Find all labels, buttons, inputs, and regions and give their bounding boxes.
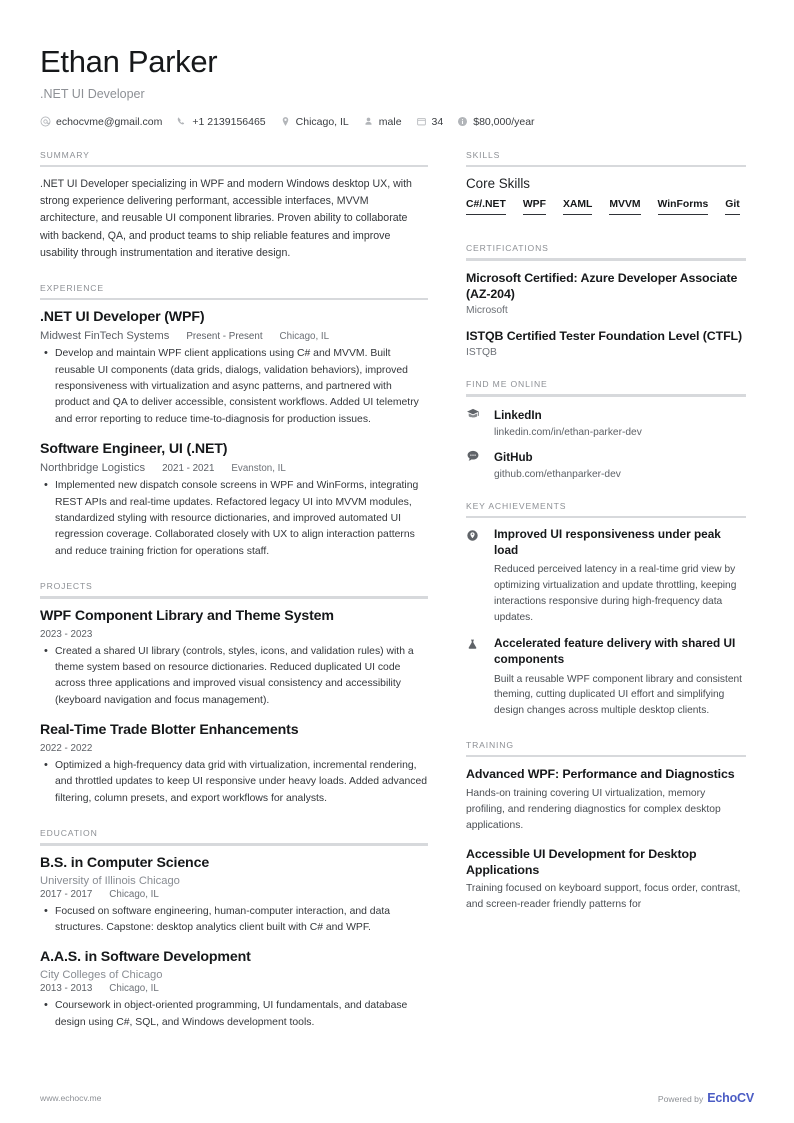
section-projects — [40, 581, 428, 807]
section-divider — [40, 298, 428, 301]
experience-bullets — [40, 346, 428, 428]
project-meta — [40, 743, 428, 754]
achievement-entry — [466, 527, 746, 625]
online-profile-label: LinkedIn — [494, 408, 542, 422]
achievement-description: Reduced perceived latency in a real-time grid view by optimizing virtualization and update throttling, keeping interactions responsive during high-frequency data updates. — [494, 564, 737, 623]
resume-body — [40, 150, 754, 1052]
achievement-title: Improved UI responsiveness under peak load — [494, 527, 721, 557]
contact-salary-value: $80,000/year — [473, 115, 535, 128]
project-entry — [40, 608, 428, 710]
training-title: Accessible UI Development for Desktop Applications — [466, 846, 697, 877]
section-divider — [466, 258, 746, 261]
training-title: Advanced WPF: Performance and Diagnostics — [466, 767, 735, 782]
contact-salary — [457, 116, 534, 128]
certification-issuer: ISTQB — [466, 347, 497, 359]
online-profile-linkedin[interactable] — [466, 406, 746, 438]
footer-branding — [658, 1091, 754, 1105]
page-title: Ethan Parker — [40, 44, 218, 79]
calendar-icon — [416, 116, 427, 127]
section-heading-projects: PROJECTS — [40, 581, 93, 592]
project-dates: 2022 - 2022 — [40, 743, 93, 755]
project-dates: 2023 - 2023 — [40, 628, 93, 640]
skill-chip: WPF — [523, 199, 546, 215]
experience-dates: Present - Present — [186, 331, 263, 343]
project-meta — [40, 629, 428, 640]
contact-email-value: echocvme@gmail.com — [56, 115, 163, 128]
achievement-description: Built a reusable WPF component library and consistent theming, cutting duplicated UI effort and simplifying design changes across multiple desktop clients. — [494, 673, 743, 717]
experience-location: Evanston, IL — [231, 463, 286, 475]
training-entry — [466, 846, 746, 913]
skill-chip: MVVM — [609, 199, 640, 215]
list-item: • Implemented new dispatch console screens in WPF and WinForms, integrating REST APIs and real-time updates. Refactored legacy UI into MVVM modules, standardized styling with resource dictionaries, and improved automated UI regression coverage. Collaborated closely with UX to align interaction patterns and reduce training friction for operations staff. — [54, 478, 428, 560]
section-summary — [40, 150, 428, 262]
section-heading-training: TRAINING — [466, 739, 514, 750]
online-profile-url[interactable]: github.com/ethanparker-dev — [494, 468, 621, 480]
person-icon — [363, 116, 374, 127]
section-heading-education: EDUCATION — [40, 828, 98, 839]
experience-bullets — [40, 478, 428, 560]
contact-gender-value: male — [378, 115, 402, 128]
skill-chip: XAML — [563, 199, 592, 215]
section-heading-certifications: CERTIFICATIONS — [466, 243, 549, 254]
shield-badge-icon — [466, 527, 484, 625]
list-item: • Focused on software engineering, human-computer interaction, and data structures. Capstone: desktop analytics client built with C# and WPF. — [54, 904, 428, 937]
education-degree: B.S. in Computer Science — [40, 854, 210, 871]
education-location: Chicago, IL — [109, 888, 159, 900]
section-heading-key-achievements: KEY ACHIEVEMENTS — [466, 500, 567, 511]
section-heading-skills: SKILLS — [466, 149, 501, 160]
training-description: Hands-on training covering UI virtualization, memory profiling, and rendering diagnostics for complex desktop applications. — [466, 787, 721, 831]
section-find-me-online — [466, 379, 746, 480]
skill-chip: C#/.NET — [466, 199, 506, 215]
summary-text: .NET UI Developer specializing in WPF and modern Windows desktop UX, with strong experience delivering performant, accessible interfaces, MVVM architecture, and reusable UI component libraries. Proven ability to collaborate with backend, QA, and product teams to ship reliable features and improve usability through instrumentation and iterative design. — [40, 178, 412, 259]
education-school: University of Illinois Chicago — [40, 874, 180, 887]
achievement-title: Accelerated feature delivery with shared UI components — [494, 636, 736, 666]
experience-dates: 2021 - 2021 — [162, 463, 215, 475]
at-email-icon — [40, 116, 51, 127]
education-degree: A.A.S. in Software Development — [40, 949, 251, 966]
contact-email[interactable] — [40, 116, 162, 128]
online-profile-label: GitHub — [494, 450, 533, 464]
section-divider — [466, 394, 746, 397]
section-divider — [40, 843, 428, 846]
speech-bubble-icon — [466, 448, 484, 480]
project-entry — [40, 722, 428, 807]
money-info-icon — [457, 116, 468, 127]
section-divider — [466, 755, 746, 758]
project-bullets — [40, 758, 428, 807]
resume-header — [40, 44, 754, 128]
section-heading-find-me-online: FIND ME ONLINE — [466, 379, 548, 390]
graduation-cap-icon — [466, 406, 484, 438]
contact-phone[interactable] — [176, 116, 265, 128]
footer-site-url[interactable]: www.echocv.me — [40, 1093, 102, 1103]
experience-meta — [40, 462, 428, 474]
training-description: Training focused on keyboard support, focus order, contrast, and screen-reader friendly patterns for — [466, 883, 741, 911]
section-training — [466, 740, 746, 913]
location-pin-icon — [280, 116, 291, 127]
education-entry — [40, 949, 428, 1031]
experience-entry — [40, 441, 428, 560]
contact-phone-value: +1 2139156465 — [192, 115, 266, 128]
experience-meta — [40, 330, 428, 342]
flask-icon — [466, 636, 484, 719]
education-school: City Colleges of Chicago — [40, 969, 163, 982]
education-meta — [40, 983, 428, 994]
list-item: • Optimized a high-frequency data grid with virtualization, incremental rendering, and throttled updates to keep UI responsive under heavy loads. Added advanced filtering, column presets, and export workflows for analysts. — [54, 758, 428, 807]
job-title-subheading: .NET UI Developer — [40, 86, 145, 101]
online-profile-github[interactable] — [466, 448, 746, 480]
online-profile-url[interactable]: linkedin.com/in/ethan-parker-dev — [494, 426, 642, 438]
section-certifications — [466, 243, 746, 358]
skills-group-title: Core Skills — [466, 176, 530, 192]
experience-company: Northbridge Logistics — [40, 462, 146, 475]
footer-powered-by-label: Powered by — [657, 1094, 704, 1104]
contact-location-value: Chicago, IL — [295, 115, 349, 128]
certification-issuer: Microsoft — [466, 304, 508, 316]
section-divider — [466, 516, 746, 519]
contact-gender — [363, 116, 402, 128]
footer-brand-name: EchoCV — [707, 1091, 754, 1105]
training-entry — [466, 766, 746, 833]
page-footer — [40, 1091, 754, 1105]
experience-entry — [40, 309, 428, 428]
section-key-achievements — [466, 501, 746, 719]
left-column — [40, 150, 428, 1052]
project-title: Real-Time Trade Blotter Enhancements — [40, 722, 299, 739]
project-title: WPF Component Library and Theme System — [40, 607, 334, 624]
section-divider — [40, 596, 428, 599]
education-meta — [40, 889, 428, 900]
education-dates: 2013 - 2013 — [40, 983, 93, 995]
section-skills — [466, 150, 746, 223]
section-education — [40, 828, 428, 1031]
skill-chip: Git — [725, 199, 739, 215]
achievement-entry — [466, 636, 746, 719]
experience-job-title: .NET UI Developer (WPF) — [40, 309, 205, 326]
contact-age-value: 34 — [431, 115, 444, 128]
certification-entry — [466, 270, 746, 316]
skills-list — [466, 199, 746, 222]
contact-row — [40, 116, 754, 128]
experience-location: Chicago, IL — [279, 331, 330, 343]
education-dates: 2017 - 2017 — [40, 888, 93, 900]
certification-title: Microsoft Certified: Azure Developer Associate (AZ-204) — [466, 270, 738, 301]
right-column — [466, 150, 746, 935]
section-divider — [466, 165, 746, 168]
phone-icon — [176, 116, 187, 127]
contact-location — [280, 116, 349, 128]
section-heading-summary: SUMMARY — [40, 149, 90, 160]
contact-age — [416, 116, 444, 128]
education-location: Chicago, IL — [109, 983, 159, 995]
education-entry — [40, 855, 428, 937]
section-divider — [40, 165, 428, 168]
section-heading-experience: EXPERIENCE — [40, 282, 104, 293]
certification-entry — [466, 328, 746, 358]
education-bullets — [40, 998, 428, 1031]
project-bullets — [40, 644, 428, 710]
section-experience — [40, 283, 428, 560]
certification-title: ISTQB Certified Tester Foundation Level (CTFL) — [466, 328, 743, 343]
experience-company: Midwest FinTech Systems — [40, 330, 170, 343]
list-item: • Created a shared UI library (controls, styles, icons, and validation rules) with a theme system based on resource dictionaries. Reduced duplicated UI code across three applications and improved visual consistency and accessibility (keyboard navigation and focus management). — [54, 644, 428, 710]
list-item: • Coursework in object-oriented programming, UI fundamentals, and database design using C#, SQL, and Windows development tools. — [54, 998, 428, 1031]
skill-chip: WinForms — [658, 199, 709, 215]
experience-job-title: Software Engineer, UI (.NET) — [40, 441, 228, 458]
education-bullets — [40, 904, 428, 937]
list-item: • Develop and maintain WPF client applications using C# and MVVM. Built reusable UI components (data grids, dialogs, validation behaviors), improved responsiveness with virtualization and async patterns, and partnered with product and QA to deliver accessible, consistent workflows. Added UI telemetry and error reporting to reduce time-to-diagnosis for production issues. — [54, 346, 428, 428]
